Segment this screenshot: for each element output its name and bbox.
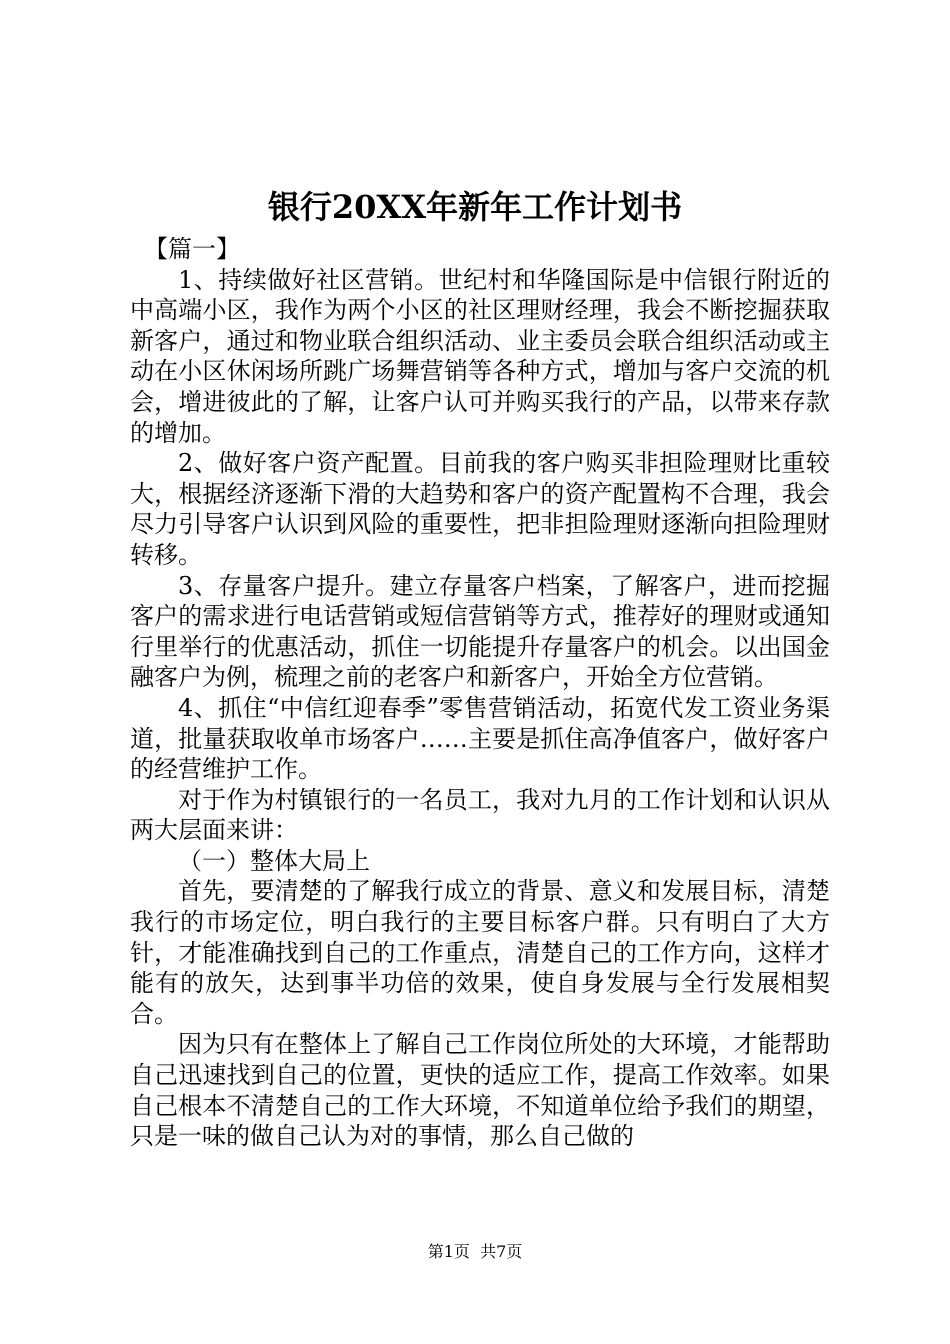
paragraph-2: 2、做好客户资产配置。目前我的客户购买非担险理财比重较大，根据经济逐渐下滑的大趋势和客户的资产配置构不合理，我会尽力引导客户认识到风险的重要性，把非担险理财逐渐向担险理财转移。 [130, 449, 830, 569]
paragraph-6: 首先，要清楚的了解我行成立的背景、意义和发展目标，清楚我行的市场定位，明白我行的主要目标客户群。只有明白了大方针，才能准确找到自己的工作重点，清楚自己的工作方向，这样才能有的放矢，达到事半功倍的效果，使自身发展与全行发展相契合。 [130, 877, 830, 1028]
paragraph-1: 1、持续做好社区营销。世纪村和华隆国际是中信银行附近的中高端小区，我作为两个小区的社区理财经理，我会不断挖掘获取新客户，通过和物业联合组织活动、业主委员会联合组织活动或主动在小区休闲场所跳广场舞营销等各种方式，增加与客户交流的机会，增进彼此的了解，让客户认可并购买我行的产品，以带来存款的增加。 [130, 265, 830, 447]
subheading-overall: （一）整体大局上 [178, 846, 370, 875]
section-label: 【篇一】 [144, 235, 240, 263]
page-footer [0, 1240, 950, 1264]
document-body [130, 234, 830, 1152]
paragraph-7: 因为只有在整体上了解自己工作岗位所处的大环境，才能帮助自己迅速找到自己的位置，更快的适应工作，提高工作效率。如果自己根本不清楚自己的工作大环境，不知道单位给予我们的期望，只是一味的做自己认为对的事情，那么自己做的 [130, 1030, 830, 1151]
document-title: 银行20XX年新年工作计划书 [267, 188, 683, 226]
paragraph-5: 对于作为村镇银行的一名员工，我对九月的工作计划和认识从两大层面来讲： [130, 785, 830, 845]
paragraph-3: 3、存量客户提升。建立存量客户档案，了解客户，进而挖掘客户的需求进行电话营销或短信营销等方式，推荐好的理财或通知行里举行的优惠活动，抓住一切能提升存量客户的机会。以出国金融客户为例，梳理之前的老客户和新客户，开始全方位营销。 [130, 571, 830, 692]
page-number: 第1页 共7页 [427, 1242, 523, 1261]
paragraph-4: 4、抓住“中信红迎春季”零售营销活动，拓宽代发工资业务渠道，批量获取收单市场客户……主要是抓住高净值客户，做好客户的经营维护工作。 [130, 693, 830, 784]
